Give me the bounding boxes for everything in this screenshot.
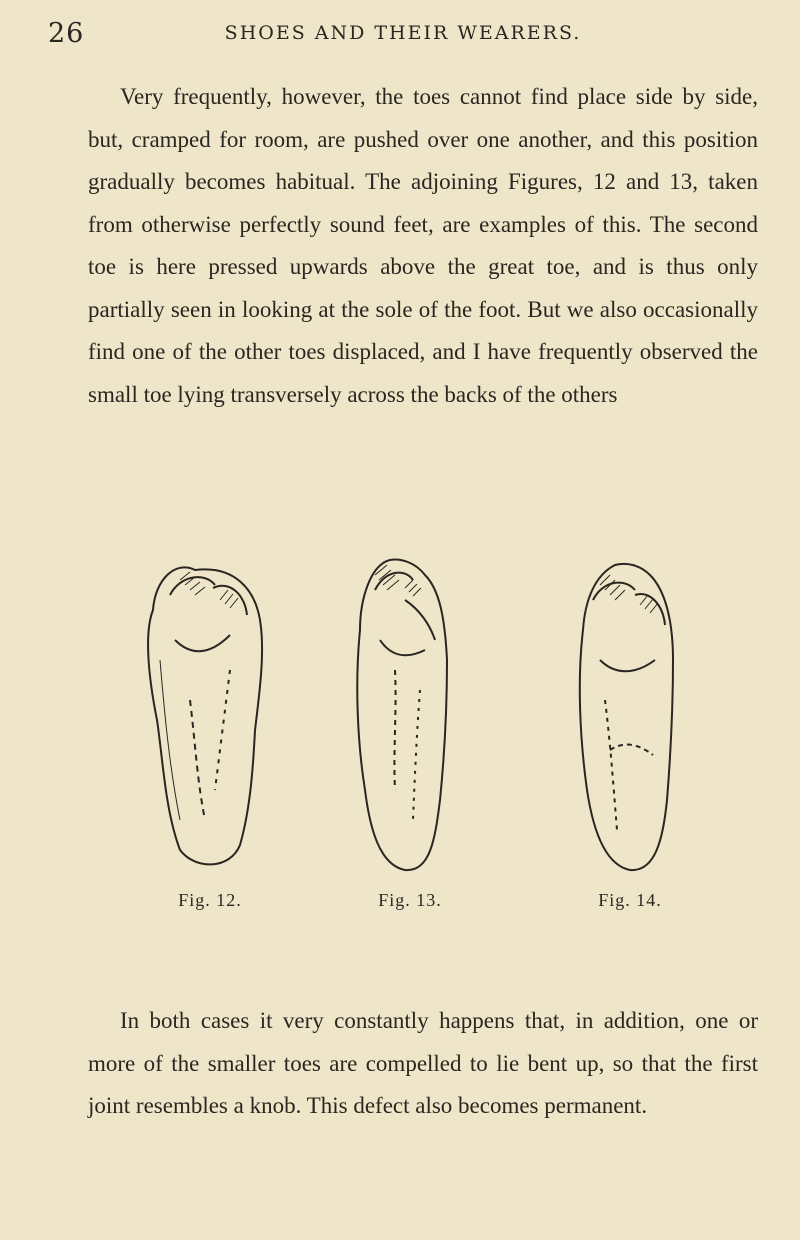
figure-caption-12: Fig. 12. bbox=[178, 890, 242, 910]
running-head: SHOES AND THEIR WEARERS. bbox=[224, 22, 582, 44]
figure-caption-13: Fig. 13. bbox=[378, 890, 442, 910]
figure-group bbox=[120, 540, 720, 930]
figure-14 bbox=[555, 540, 705, 930]
page-number: 26 bbox=[48, 18, 85, 49]
paragraph-2: In both cases it very constantly happens that, in addition, one or more of the smaller toes are compelled to lie bent up, so that the first joint resembles a knob. This defect also becomes permanent. bbox=[88, 1008, 758, 1118]
page-header bbox=[48, 18, 758, 58]
foot-sole-illustration-13 bbox=[335, 540, 485, 880]
figure-12 bbox=[135, 540, 285, 930]
foot-sole-illustration-14 bbox=[555, 540, 705, 880]
figure-13 bbox=[335, 540, 485, 930]
figure-caption-14: Fig. 14. bbox=[598, 890, 662, 910]
foot-sole-illustration-12 bbox=[135, 540, 285, 880]
paragraph-1: Very frequently, however, the toes cannot find place side by side, but, cramped for room, are pushed over one another, and this position gradually becomes habitual. The adjoining Figures, 12 and 13, taken from otherwise perfectly sound feet, are examples of this. The second toe is here pressed upwards above the great toe, and is thus only partially seen in looking at the sole of the foot. But we also occasionally find one of the other toes displaced, and I have frequently observed the small toe lying transversely across the backs of the others bbox=[88, 84, 758, 407]
